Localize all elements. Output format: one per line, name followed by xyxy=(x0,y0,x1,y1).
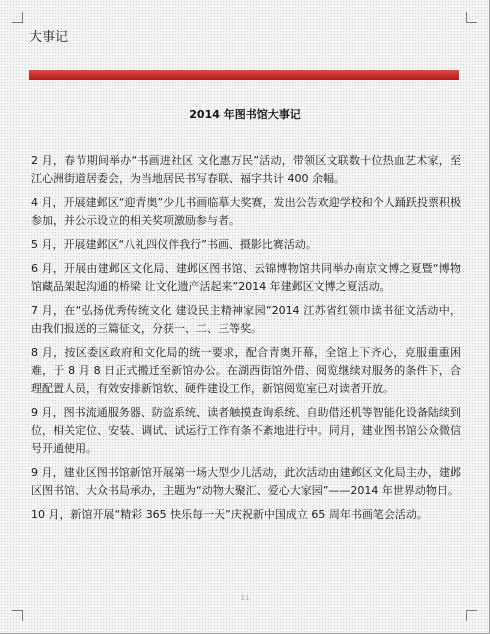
crop-mark-bottom-right xyxy=(466,610,477,621)
crop-mark-top-right xyxy=(466,12,477,23)
page-number: 11 xyxy=(240,594,250,602)
red-divider xyxy=(29,70,459,80)
event-paragraph: 8 月，按区委区政府和文化局的统一要求，配合青奥开幕，全馆上下齐心，克服重重困难，于 8 月 8 日正式搬迁至新馆办公。在湖西街馆外借、阅览继续对服务的条件下，合理配置人员，有效安排新馆软、硬件建设工作，新馆阅览室已对读者开放。 xyxy=(31,346,461,395)
event-paragraph: 9 月，图书流通服务器、防盗系统、读者触摸查询系统、自助借还机等智能化设备陆续到位，相关定位、安装、调试、试运行工作有条不紊地进行中。同月，建业图书馆公众微信号开通使用。 xyxy=(31,406,461,455)
document-title: 2014 年图书馆大事记 xyxy=(189,108,301,121)
crop-mark-top-left xyxy=(12,12,23,23)
event-paragraph: 7 月，在“弘扬优秀传统文化 建设民主精神家园”2014 江苏省红领巾读书征文活动中，由我们报送的三篇征文，分获一、二、三等奖。 xyxy=(31,304,461,335)
event-list xyxy=(31,152,461,530)
event-paragraph: 5 月，开展建邺区“八礼四仪伴我行”书画、摄影比赛活动。 xyxy=(31,238,317,251)
event-paragraph: 9 月，建业区图书馆新馆开展第一场大型少儿活动，此次活动由建邺区文化局主办，建邺区图书馆、大众书局承办，主题为“动物大聚汇、爱心大家园”——2014 年世界动物日。 xyxy=(31,466,461,497)
event-paragraph: 2 月，春节期间举办“书画进社区 文化惠万民”活动，带领区文联数十位热血艺术家，至江心洲街道居委会，为当地居民书写春联、福字共计 400 余幅。 xyxy=(31,154,461,185)
event-paragraph: 10 月，新馆开展“精彩 365 快乐每一天”庆祝新中国成立 65 周年书画笔会活动。 xyxy=(31,508,428,521)
crop-mark-bottom-left xyxy=(12,610,23,621)
event-paragraph: 4 月，开展建邺区“迎青奥”少儿书画临摹大奖赛，发出公告欢迎学校和个人踊跃投票积极参加，并公示设立的相关奖项激励参与者。 xyxy=(31,196,461,227)
event-paragraph: 6 月，开展由建邺区文化局、建邺区图书馆、云锦博物馆共同举办南京文博之夏暨“博物馆藏品架起沟通的桥梁 让文化遗产活起来”2014 年建邺区文博之夏活动。 xyxy=(31,262,461,293)
section-header: 大事记 xyxy=(29,30,69,45)
